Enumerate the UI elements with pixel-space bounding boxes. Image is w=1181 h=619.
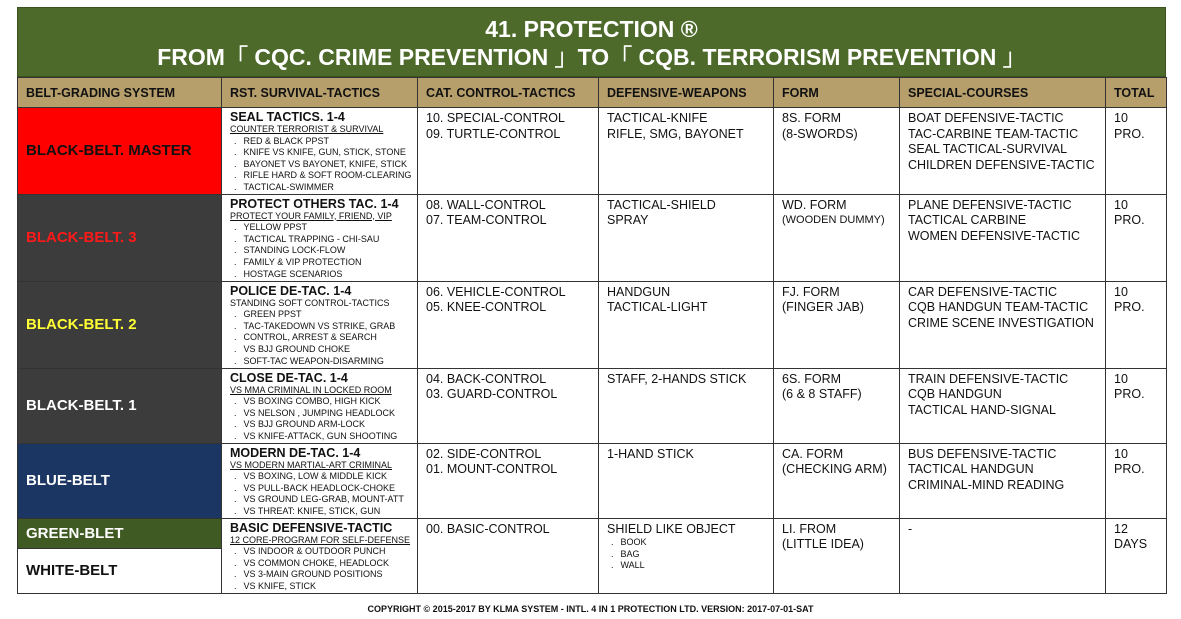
tactic-subtitle: STANDING SOFT CONTROL-TACTICS (230, 297, 390, 308)
course-item: TRAIN DEFENSIVE-TACTIC (908, 371, 1069, 386)
total-unit: PRO. (1114, 462, 1145, 477)
total-value: 10 (1114, 371, 1128, 386)
control-item: 00. BASIC-CONTROL (426, 521, 550, 536)
list-item: . SOFT-TAC WEAPON-DISARMING (230, 356, 413, 368)
courses-cell (900, 368, 1106, 443)
tactic-subtitle: COUNTER TERRORIST & SURVIVAL (230, 124, 384, 134)
table-row (18, 194, 1167, 281)
control-tactics-cell (418, 518, 599, 593)
list-item: . FAMILY & VIP PROTECTION (230, 257, 413, 269)
form-desc: (LITTLE IDEA) (782, 537, 864, 552)
courses-cell (900, 443, 1106, 518)
protection-sheet (17, 7, 1166, 594)
list-item: . VS NELSON , JUMPING HEADLOCK (230, 408, 413, 420)
form-name: 6S. FORM (782, 371, 842, 386)
form-desc: (CHECKING ARM) (782, 462, 887, 477)
form-cell (774, 194, 900, 281)
form-cell (774, 368, 900, 443)
course-item: WOMEN DEFENSIVE-TACTIC (908, 228, 1080, 243)
list-item: . TAC-TAKEDOWN VS STRIKE, GRAB (230, 321, 413, 333)
list-item: . VS COMMON CHOKE, HEADLOCK (230, 558, 413, 570)
course-item: CAR DEFENSIVE-TACTIC (908, 284, 1058, 299)
weapons-cell (599, 443, 774, 518)
list-item: . GREEN PPST (230, 309, 413, 321)
tactic-title: CLOSE DE-TAC. 1-4 (230, 370, 348, 385)
list-item: . KNIFE VS KNIFE, GUN, STICK, STONE (230, 147, 413, 159)
form-cell (774, 281, 900, 368)
form-name: CA. FORM (782, 446, 844, 461)
total-unit: DAYS (1114, 537, 1148, 552)
belt-label: GREEN-BLET (18, 518, 222, 548)
weapon-item: SPRAY (607, 213, 649, 228)
header-belt: BELT-GRADING SYSTEM (18, 78, 222, 108)
total-value: 10 (1114, 111, 1128, 125)
tactic-title: SEAL TACTICS. 1-4 (230, 110, 345, 124)
weapons-cell (599, 518, 774, 593)
tactic-title: BASIC DEFENSIVE-TACTIC (230, 520, 393, 535)
control-item: 07. TEAM-CONTROL (426, 213, 547, 228)
list-item: . VS GROUND LEG-GRAB, MOUNT-ATT (230, 494, 413, 506)
tactic-subtitle: VS MODERN MARTIAL-ART CRIMINAL (230, 459, 393, 470)
course-item: PLANE DEFENSIVE-TACTIC (908, 197, 1072, 212)
total-cell (1106, 443, 1167, 518)
weapon-item: TACTICAL-KNIFE (607, 111, 708, 125)
belt-label: BLACK-BELT. MASTER (18, 108, 222, 195)
course-item: TACTICAL HANDGUN (908, 462, 1034, 477)
header-total: TOTAL (1106, 78, 1167, 108)
list-item: . TACTICAL-SWIMMER (230, 182, 413, 194)
tactic-subtitle: PROTECT YOUR FAMILY, FRIEND, VIP (230, 210, 392, 221)
list-item: . CONTROL, ARREST & SEARCH (230, 332, 413, 344)
list-item: . VS THREAT: KNIFE, STICK, GUN (230, 506, 413, 518)
total-unit: PRO. (1114, 300, 1145, 315)
form-name: LI. FROM (782, 521, 837, 536)
page-title: 41. PROTECTION ® (485, 16, 698, 42)
total-cell (1106, 108, 1167, 195)
tactic-subtitle: 12 CORE-PROGRAM FOR SELF-DEFENSE (230, 534, 411, 545)
survival-tactics-cell (222, 518, 418, 593)
header-form: FORM (774, 78, 900, 108)
total-cell (1106, 518, 1167, 593)
list-item: . VS 3-MAIN GROUND POSITIONS (230, 569, 413, 581)
table-row (18, 281, 1167, 368)
weapon-item: STAFF, 2-HANDS STICK (607, 371, 747, 386)
course-item: CRIMINAL-MIND READING (908, 477, 1065, 492)
control-tactics-cell (418, 443, 599, 518)
control-item: 01. MOUNT-CONTROL (426, 462, 558, 477)
weapon-item: SHIELD LIKE OBJECT (607, 521, 736, 536)
total-cell (1106, 281, 1167, 368)
course-item: BUS DEFENSIVE-TACTIC (908, 446, 1057, 461)
course-item: CQB HANDGUN TEAM-TACTIC (908, 300, 1089, 315)
course-item: TAC-CARBINE TEAM-TACTIC (908, 126, 1079, 141)
control-item: 03. GUARD-CONTROL (426, 387, 558, 402)
header-survival: RST. SURVIVAL-TACTICS (222, 78, 418, 108)
control-item: 04. BACK-CONTROL (426, 371, 547, 386)
survival-tactics-cell (222, 368, 418, 443)
control-item: 09. TURTLE-CONTROL (426, 126, 561, 141)
course-item: - (908, 521, 913, 536)
weapon-item: TACTICAL-SHIELD (607, 197, 716, 212)
total-unit: PRO. (1114, 387, 1145, 402)
header-courses: SPECIAL-COURSES (900, 78, 1106, 108)
course-item: TACTICAL CARBINE (908, 213, 1027, 228)
form-name: WD. FORM (782, 197, 847, 212)
table-row (18, 368, 1167, 443)
list-item: . VS BOXING, LOW & MIDDLE KICK (230, 471, 413, 483)
weapon-item: RIFLE, SMG, BAYONET (607, 126, 744, 141)
courses-cell (900, 108, 1106, 195)
courses-cell (900, 281, 1106, 368)
control-tactics-cell (418, 281, 599, 368)
tactic-subtitle: VS MMA CRIMINAL IN LOCKED ROOM (230, 384, 392, 395)
list-item: . RED & BLACK PPST (230, 136, 413, 148)
control-item: 08. WALL-CONTROL (426, 197, 546, 212)
form-cell (774, 518, 900, 593)
control-item: 10. SPECIAL-CONTROL (426, 111, 565, 125)
tactic-title: MODERN DE-TAC. 1-4 (230, 445, 361, 460)
form-desc: (FINGER JAB) (782, 300, 864, 315)
form-cell (774, 443, 900, 518)
weapons-cell (599, 194, 774, 281)
list-item: . BAYONET VS BAYONET, KNIFE, STICK (230, 159, 413, 171)
control-item: 05. KNEE-CONTROL (426, 300, 547, 315)
form-desc: (6 & 8 STAFF) (782, 387, 862, 402)
weapon-item: HANDGUN (607, 284, 671, 299)
list-item: . HOSTAGE SCENARIOS (230, 269, 413, 281)
list-item: . VS INDOOR & OUTDOOR PUNCH (230, 546, 413, 558)
list-item: . VS PULL-BACK HEADLOCK-CHOKE (230, 483, 413, 495)
belt-label: WHITE-BELT (18, 548, 222, 593)
form-desc: (WOODEN DUMMY) (782, 214, 885, 227)
form-name: 8S. FORM (782, 111, 842, 125)
list-item: . WALL (607, 560, 769, 572)
total-value: 10 (1114, 446, 1128, 461)
course-item: SEAL TACTICAL-SURVIVAL (908, 142, 1068, 156)
copyright-footer: COPYRIGHT © 2015-2017 BY KLMA SYSTEM - INTL. 4 IN 1 PROTECTION LTD. VERSION: 2017-07-01-SAT (367, 604, 814, 614)
total-unit: PRO. (1114, 126, 1145, 141)
survival-tactics-cell (222, 194, 418, 281)
belt-label: BLACK-BELT. 2 (18, 281, 222, 368)
tactic-title: PROTECT OTHERS TAC. 1-4 (230, 196, 399, 211)
list-item: . VS KNIFE-ATTACK, GUN SHOOTING (230, 431, 413, 443)
weapons-cell (599, 368, 774, 443)
course-item: CHILDREN DEFENSIVE-TACTIC (908, 157, 1095, 172)
survival-tactics-cell (222, 108, 418, 195)
list-item: . VS KNIFE, STICK (230, 581, 413, 593)
survival-tactics-cell (222, 281, 418, 368)
list-item: . VS BJJ GROUND ARM-LOCK (230, 419, 413, 431)
list-item: . BAG (607, 549, 769, 561)
weapon-item: TACTICAL-LIGHT (607, 300, 708, 315)
course-item: TACTICAL HAND-SIGNAL (908, 402, 1056, 417)
control-item: 02. SIDE-CONTROL (426, 446, 542, 461)
survival-tactics-cell (222, 443, 418, 518)
control-tactics-cell (418, 194, 599, 281)
total-value: 10 (1114, 284, 1128, 299)
list-item: . VS BJJ GROUND CHOKE (230, 344, 413, 356)
control-item: 06. VEHICLE-CONTROL (426, 284, 566, 299)
belt-label: BLUE-BELT (18, 443, 222, 518)
total-cell (1106, 368, 1167, 443)
weapons-cell (599, 108, 774, 195)
belt-label: BLACK-BELT. 1 (18, 368, 222, 443)
belt-grading-table (17, 77, 1167, 594)
weapons-cell (599, 281, 774, 368)
courses-cell (900, 194, 1106, 281)
header-weapons: DEFENSIVE-WEAPONS (599, 78, 774, 108)
list-item: . TACTICAL TRAPPING - CHI-SAU (230, 234, 413, 246)
list-item: . RIFLE HARD & SOFT ROOM-CLEARING (230, 170, 413, 182)
total-unit: PRO. (1114, 213, 1145, 228)
header-row (18, 78, 1167, 108)
form-desc: (8-SWORDS) (782, 126, 858, 141)
page-subtitle: FROM「 CQC. CRIME PREVENTION 」TO「 CQB. TERRORISM PREVENTION 」 (157, 44, 1026, 70)
list-item: . BOOK (607, 537, 769, 549)
list-item: . STANDING LOCK-FLOW (230, 245, 413, 257)
header-control: CAT. CONTROL-TACTICS (418, 78, 599, 108)
control-tactics-cell (418, 368, 599, 443)
total-value: 10 (1114, 197, 1128, 212)
courses-cell (900, 518, 1106, 593)
course-item: BOAT DEFENSIVE-TACTIC (908, 111, 1064, 125)
tactic-title: POLICE DE-TAC. 1-4 (230, 283, 352, 298)
total-cell (1106, 194, 1167, 281)
form-name: FJ. FORM (782, 284, 840, 299)
title-banner (17, 7, 1166, 77)
belt-label: BLACK-BELT. 3 (18, 194, 222, 281)
course-item: CQB HANDGUN (908, 387, 1002, 402)
total-value: 12 (1114, 521, 1128, 536)
table-row (18, 108, 1167, 195)
list-item: . YELLOW PPST (230, 222, 413, 234)
table-row (18, 443, 1167, 518)
weapon-item: 1-HAND STICK (607, 446, 694, 461)
table-row (18, 518, 1167, 548)
course-item: CRIME SCENE INVESTIGATION (908, 315, 1094, 330)
list-item: . VS BOXING COMBO, HIGH KICK (230, 396, 413, 408)
form-cell (774, 108, 900, 195)
control-tactics-cell (418, 108, 599, 195)
